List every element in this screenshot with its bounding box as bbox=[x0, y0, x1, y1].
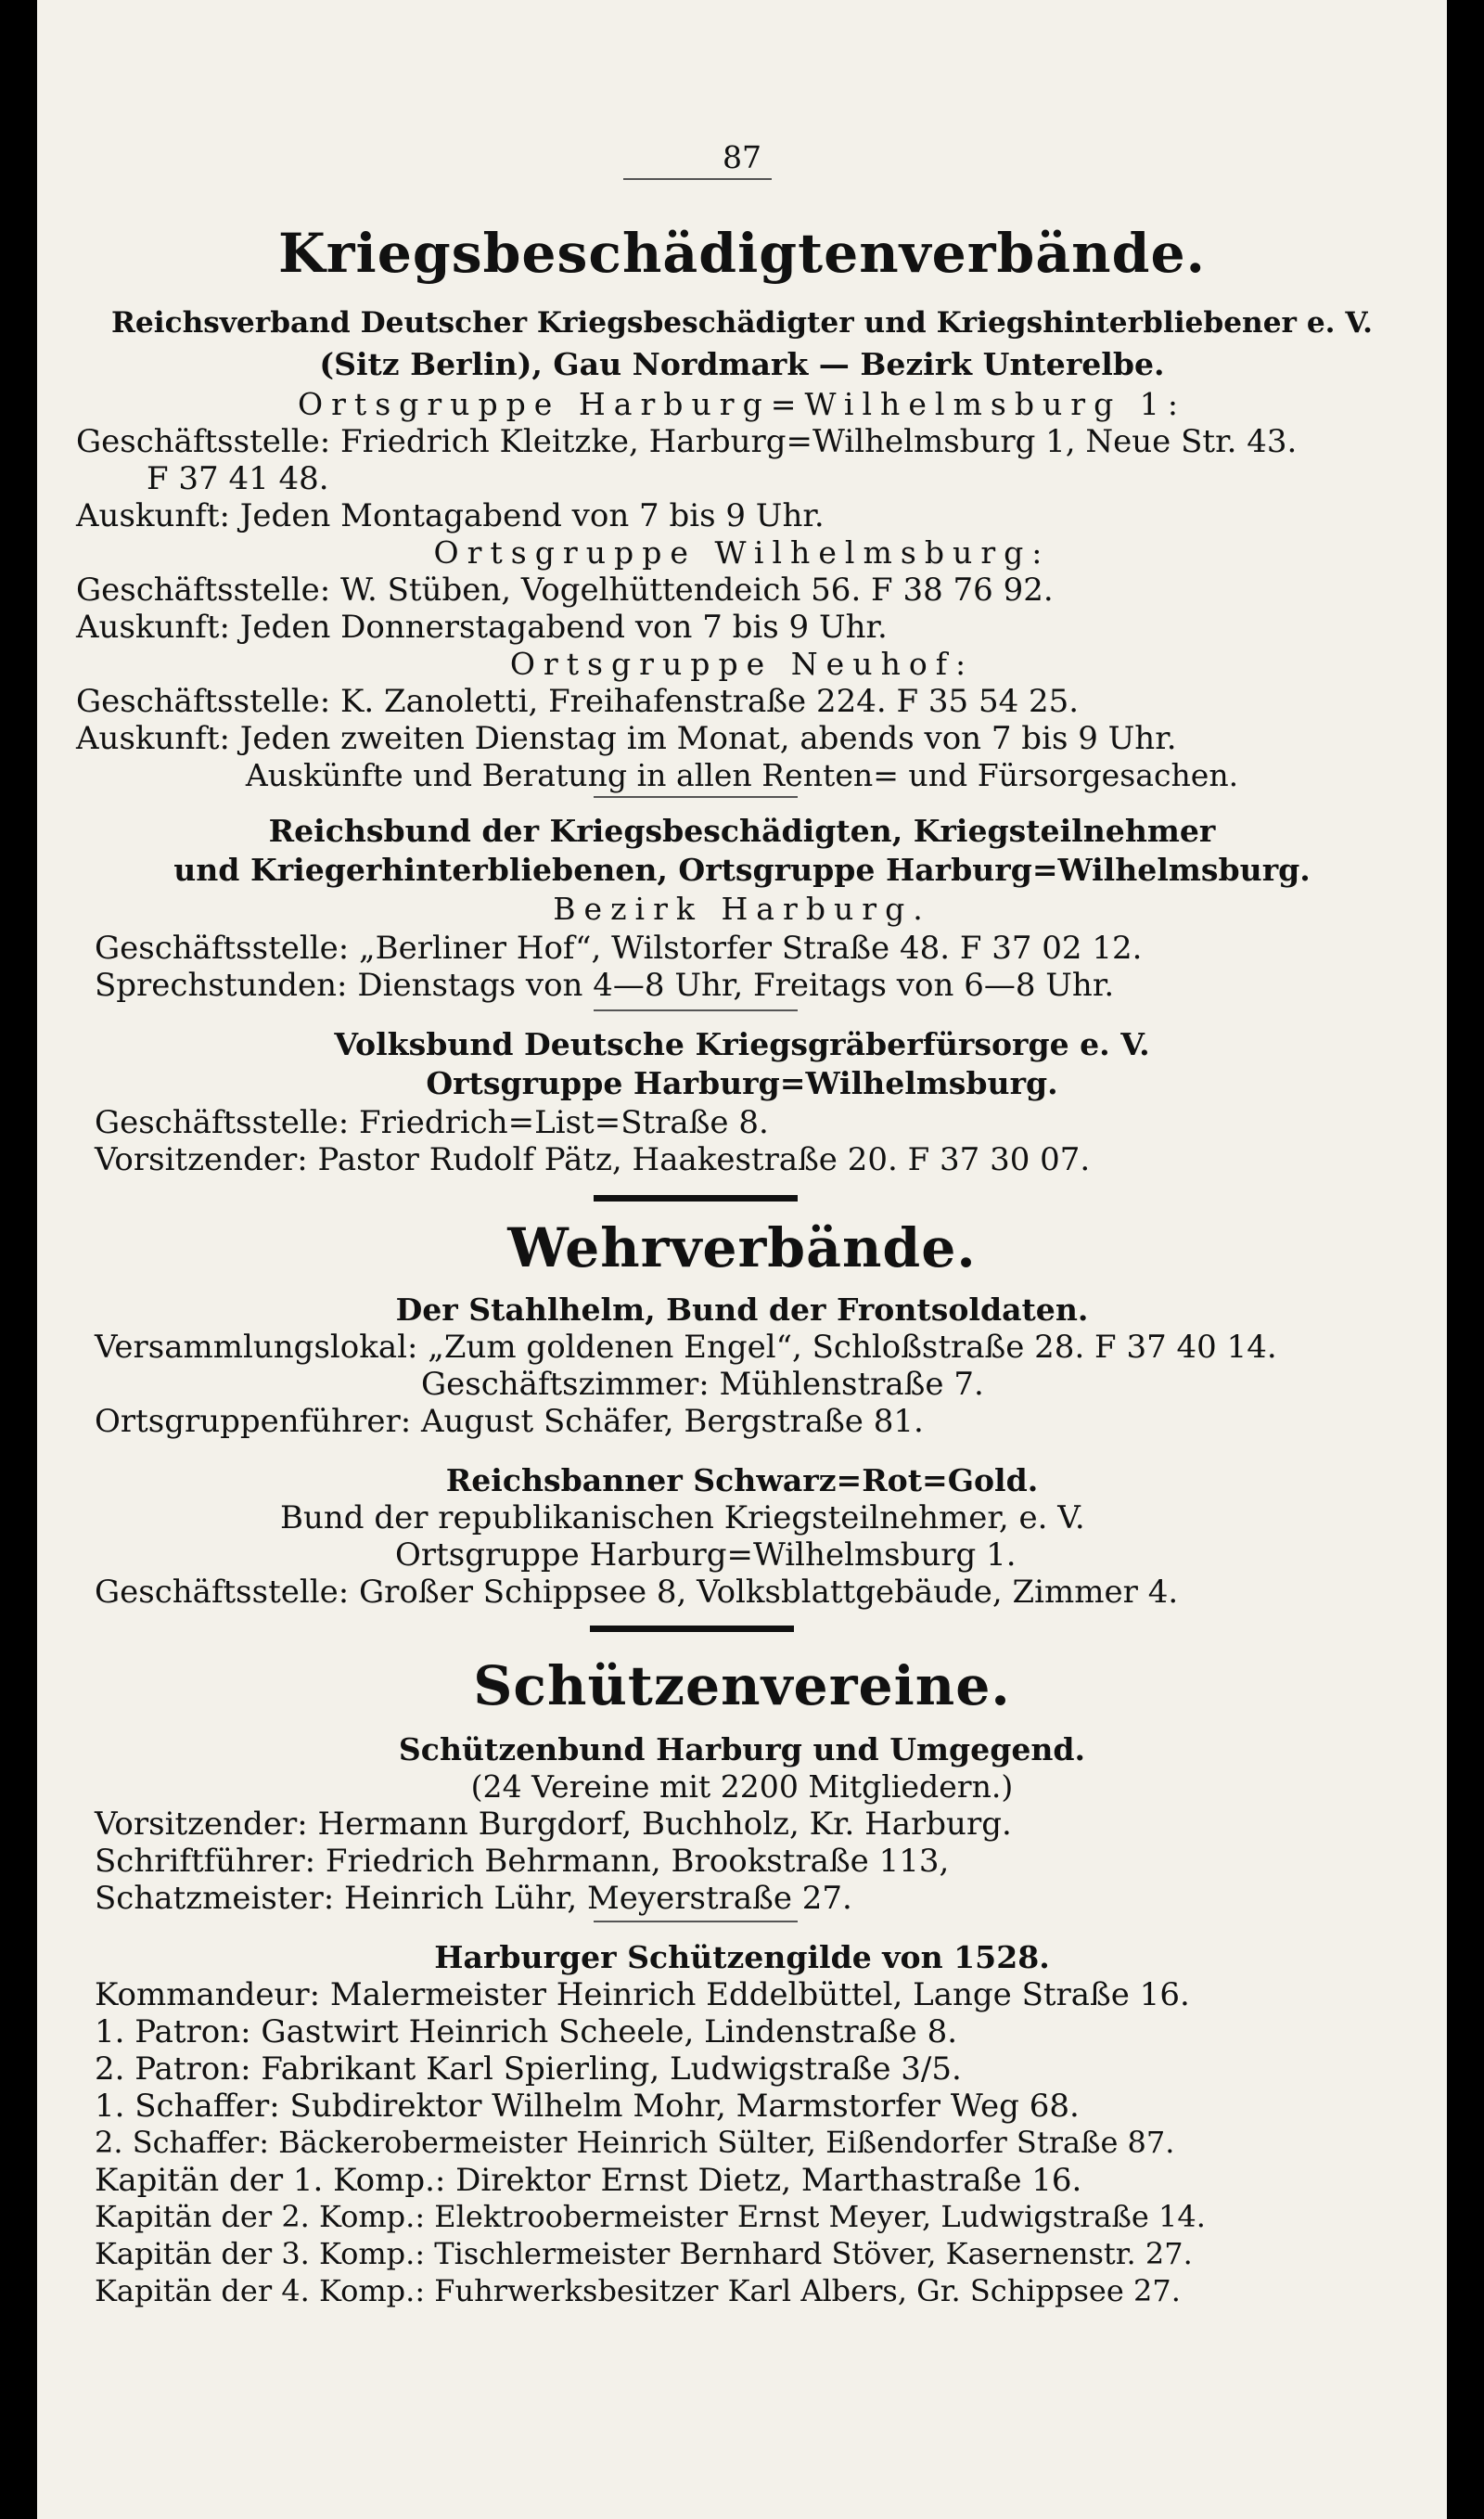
org-title: und Kriegerhinterbliebenen, Ortsgruppe Harburg=Wilhelmsburg. bbox=[173, 852, 1311, 888]
text-line: Sprechstunden: Dienstags von 4—8 Uhr, Freitags von 6—8 Uhr. bbox=[95, 967, 1115, 1004]
org-title: (Sitz Berlin), Gau Nordmark — Bezirk Unterelbe. bbox=[319, 346, 1165, 382]
phone-line: F 37 41 48. bbox=[147, 460, 329, 497]
text-line: 1. Schaffer: Subdirektor Wilhelm Mohr, Marmstorfer Weg 68. bbox=[95, 2088, 1080, 2125]
org-title: Reichsbanner Schwarz=Rot=Gold. bbox=[445, 1462, 1039, 1498]
section-heading-kriegsbeschaedigte: Kriegsbeschädigtenverbände. bbox=[278, 221, 1206, 285]
text-line: Kapitän der 2. Komp.: Elektroobermeister Ernst Meyer, Ludwigstraße 14. bbox=[95, 2199, 1206, 2234]
text-line: Geschäftsstelle: „Berliner Hof“, Wilstorfer Straße 48. F 37 02 12. bbox=[95, 930, 1143, 967]
text-line: Geschäftsstelle: Großer Schippsee 8, Volksblattgebäude, Zimmer 4. bbox=[95, 1574, 1179, 1611]
text-line: Ortsgruppenführer: August Schäfer, Bergstraße 81. bbox=[95, 1403, 924, 1440]
text-line: Kapitän der 3. Komp.: Tischlermeister Bernhard Stöver, Kasernenstr. 27. bbox=[95, 2236, 1193, 2271]
text-line: (24 Vereine mit 2200 Mitgliedern.) bbox=[470, 1768, 1014, 1805]
org-title: Volksbund Deutsche Kriegsgräberfürsorge e. V. bbox=[334, 1026, 1150, 1062]
section-heading-schuetzenvereine: Schützenvereine. bbox=[473, 1653, 1011, 1717]
text-line: Vorsitzender: Pastor Rudolf Pätz, Haakestraße 20. F 37 30 07. bbox=[95, 1141, 1091, 1178]
text-line: Vorsitzender: Hermann Burgdorf, Buchholz, Kr. Harburg. bbox=[95, 1806, 1012, 1843]
text-line: Geschäftsstelle: W. Stüben, Vogelhüttendeich 56. F 38 76 92. bbox=[76, 572, 1054, 609]
text-line: Ortsgruppe Harburg=Wilhelmsburg 1. bbox=[395, 1536, 1017, 1574]
text-line: Geschäftsstelle: K. Zanoletti, Freihafenstraße 224. F 35 54 25. bbox=[76, 683, 1080, 720]
section-divider bbox=[590, 1626, 794, 1632]
text-line: Schatzmeister: Heinrich Lühr, Meyerstraße 27. bbox=[95, 1880, 852, 1917]
text-line: Geschäftszimmer: Mühlenstraße 7. bbox=[421, 1366, 984, 1403]
text-line: 1. Patron: Gastwirt Heinrich Scheele, Lindenstraße 8. bbox=[95, 2013, 958, 2050]
text-line: Kommandeur: Malermeister Heinrich Eddelbüttel, Lange Straße 16. bbox=[95, 1976, 1190, 2013]
text-line: Bund der republikanischen Kriegsteilnehmer, e. V. bbox=[280, 1499, 1085, 1536]
page-number: 87 bbox=[722, 139, 762, 175]
subgroup-heading: Ortsgruppe Wilhelmsburg: bbox=[433, 534, 1051, 571]
org-title: Reichsverband Deutscher Kriegsbeschädigter und Kriegshinterbliebener e. V. bbox=[110, 306, 1374, 340]
org-title: Der Stahlhelm, Bund der Frontsoldaten. bbox=[395, 1292, 1089, 1328]
text-line: Versammlungslokal: „Zum goldenen Engel“, Schloßstraße 28. F 37 40 14. bbox=[95, 1329, 1277, 1366]
divider bbox=[594, 796, 798, 798]
section-divider bbox=[594, 1195, 798, 1202]
divider bbox=[594, 1009, 798, 1011]
org-title: Harburger Schützengilde von 1528. bbox=[434, 1939, 1050, 1975]
page-number-rule bbox=[623, 178, 772, 180]
text-line: Auskunft: Jeden Donnerstagabend von 7 bis 9 Uhr. bbox=[76, 609, 888, 646]
text-line: Kapitän der 1. Komp.: Direktor Ernst Dietz, Marthastraße 16. bbox=[95, 2162, 1082, 2199]
text-line: Schriftführer: Friedrich Behrmann, Brookstraße 113, bbox=[95, 1843, 950, 1880]
divider bbox=[594, 1921, 798, 1922]
text-line: Kapitän der 4. Komp.: Fuhrwerksbesitzer Karl Albers, Gr. Schippsee 27. bbox=[95, 2273, 1181, 2308]
org-title: Reichsbund der Kriegsbeschädigten, Kriegsteilnehmer bbox=[268, 813, 1216, 849]
text-line: Geschäftsstelle: Friedrich Kleitzke, Harburg=Wilhelmsburg 1, Neue Str. 43. bbox=[76, 423, 1298, 460]
org-title: Ortsgruppe Harburg=Wilhelmsburg. bbox=[426, 1065, 1058, 1101]
section-heading-wehrverbaende: Wehrverbände. bbox=[507, 1215, 977, 1279]
text-line: Geschäftsstelle: Friedrich=List=Straße 8. bbox=[95, 1104, 769, 1141]
subgroup-heading: Ortsgruppe Harburg=Wilhelmsburg 1: bbox=[297, 386, 1187, 422]
org-title: Schützenbund Harburg und Umgegend. bbox=[398, 1731, 1086, 1767]
text-line: 2. Schaffer: Bäckerobermeister Heinrich Sülter, Eißendorfer Straße 87. bbox=[95, 2125, 1175, 2160]
text-line: Auskunft: Jeden Montagabend von 7 bis 9 Uhr. bbox=[76, 497, 825, 534]
subgroup-heading: Ortsgruppe Neuhof: bbox=[509, 646, 975, 682]
document-page bbox=[37, 0, 1447, 2519]
text-line: Auskünfte und Beratung in allen Renten= und Fürsorgesachen. bbox=[245, 757, 1239, 793]
text-line: Auskunft: Jeden zweiten Dienstag im Monat, abends von 7 bis 9 Uhr. bbox=[76, 720, 1177, 757]
subgroup-heading: Bezirk Harburg. bbox=[553, 891, 931, 927]
text-line: 2. Patron: Fabrikant Karl Spierling, Ludwigstraße 3/5. bbox=[95, 2050, 962, 2088]
